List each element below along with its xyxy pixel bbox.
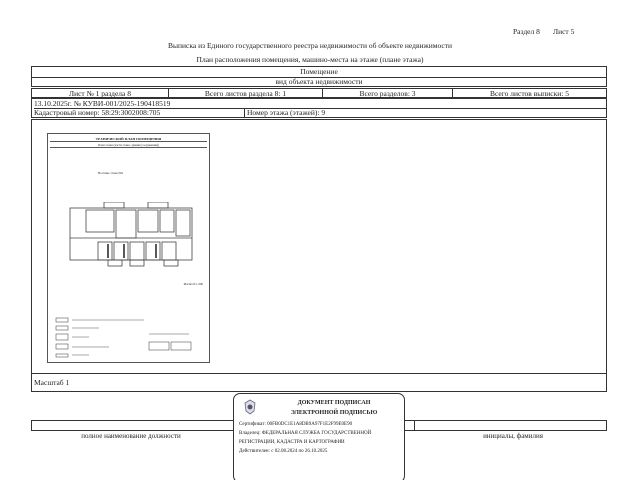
stamp-owner-2: РЕГИСТРАЦИИ, КАДАСТРА И КАРТОГРАФИИ (239, 440, 345, 445)
signature-border-left (31, 420, 32, 431)
stamp-validity: Действителен: с 02.08.2024 по 26.10.2025 (239, 449, 328, 454)
identification-box (31, 98, 607, 118)
name-caption: инициалы, фамилия (483, 432, 543, 440)
stamp-owner: Владелец: ФЕДЕРАЛЬНАЯ СЛУЖБА ГОСУДАРСТВЕННОЙ (239, 431, 372, 436)
signature-divider (414, 420, 415, 431)
plan-scale: Масштаб 1:200 (183, 282, 203, 286)
sheets-total-cell: Всего листов выписки: 5 (490, 89, 569, 98)
scale-row (31, 373, 607, 392)
sheet-number: Лист 5 (553, 27, 575, 36)
section-number: Раздел 8 (513, 27, 540, 36)
plan-legend (54, 312, 204, 362)
date-number: 13.10.2025г. № КУВИ-001/2025-190418519 (34, 99, 606, 109)
document-title: Выписка из Единого государственного реестра недвижимости об объекте недвижимости (167, 41, 453, 50)
plan-title: ТЕХНИЧЕСКИЙ ПЛАН ПОМЕЩЕНИЯ (50, 137, 207, 142)
sheet-info-row (31, 88, 607, 98)
plan-subtitle: План этажа (части этажа, здания (сооружения)) (50, 143, 207, 148)
object-type: Помещение (32, 67, 606, 78)
electronic-signature-stamp (233, 393, 405, 480)
scale-value: Масштаб 1 (34, 378, 70, 387)
floor-plan-image[interactable] (47, 133, 210, 363)
object-type-box (31, 66, 607, 87)
sections-total-cell: Всего разделов: 3 (323, 89, 453, 97)
object-type-caption: вид объекта недвижимости (275, 77, 363, 86)
stamp-line1: ДОКУМЕНТ ПОДПИСАН (297, 400, 371, 406)
cadastral-number: Кадастровый номер: 58:29:3002008:705 (34, 108, 245, 117)
plan-floor-label: На плане этажа №9 (98, 171, 123, 175)
section-sheets-cell: Всего листов раздела 8: 1 (169, 89, 323, 97)
floor-plan-drawing (68, 202, 198, 272)
document-subtitle: План расположения помещения, машино-места на этаже (плане этажа) (196, 55, 424, 64)
floor-number: Номер этажа (этажей): 9 (247, 108, 326, 117)
sheet-number-cell: Лист № 1 раздела 8 (32, 89, 169, 97)
signature-border-right (606, 420, 607, 431)
stamp-line2: ЭЛЕКТРОННОЙ ПОДПИСЬЮ (290, 410, 378, 416)
position-caption: полное наименование должности (81, 432, 181, 440)
stamp-certificate: Сертификат: 00FB0DC1E1A8DB9A97F1E2F99E0E90 (239, 422, 353, 427)
emblem-icon (242, 398, 258, 416)
